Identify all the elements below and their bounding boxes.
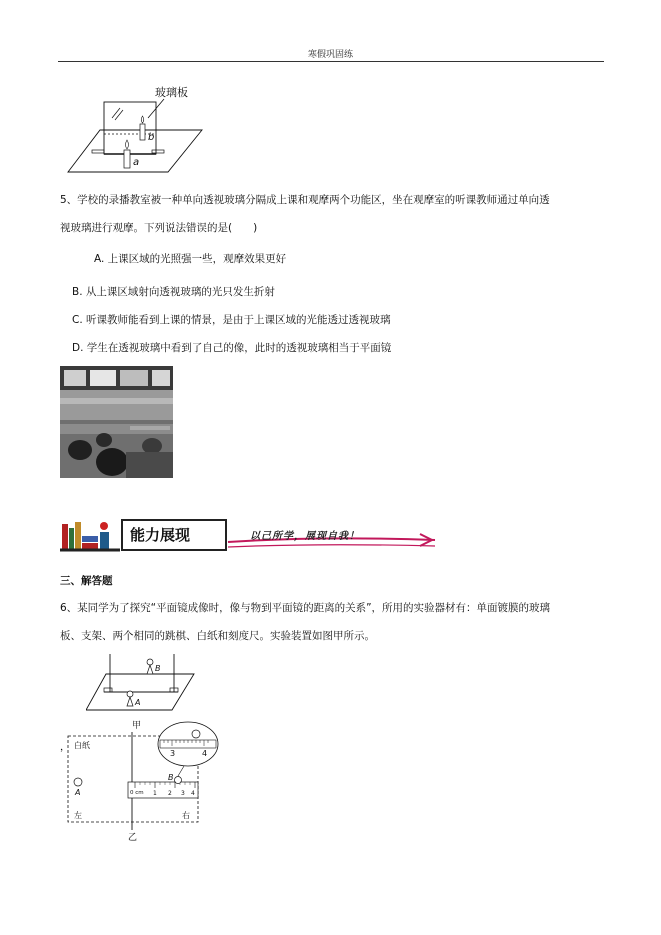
banner-title: 能力展现 [130, 526, 191, 544]
candle-b-flame [141, 116, 144, 123]
yi-label-b: B [168, 773, 174, 782]
jia-piece-b-body [147, 665, 153, 674]
q5-stem-line1: 5、学校的录播教室被一种单向透视玻璃分隔成上课和观摩两个功能区，坐在观摩室的听课教师通过单向透 [60, 194, 550, 206]
glass-plate-figure [60, 80, 210, 175]
label-a: a [133, 157, 140, 168]
yi-zoom-circle [158, 722, 218, 766]
candle-a-flame [126, 140, 129, 149]
q5-option-d: D. 学生在透视玻璃中看到了自己的像，此时的透视玻璃相当于平面镜 [72, 342, 392, 354]
candle-b [140, 124, 145, 140]
q5-option-c: C. 听课教师能看到上课的情景，是由于上课区域的光能透过透视玻璃 [72, 314, 391, 326]
yi-caption: 乙 [128, 833, 138, 842]
banner-books-2 [69, 528, 74, 550]
yi-label-left: 左 [74, 811, 82, 820]
yi-zoom-piece-b [192, 730, 200, 738]
yi-zoom-leader [178, 766, 184, 776]
jia-label-b: B [155, 664, 161, 673]
glass-foot-right [152, 150, 164, 153]
q5-option-b: B. 从上课区域射向透视玻璃的光只发生折射 [72, 286, 275, 298]
jia-label-a: A [135, 698, 141, 707]
yi-ruler-unit: 0 cm [130, 790, 144, 796]
yi-piece-a [74, 778, 82, 786]
q6-stem-line2: 板、支架、两个相同的跳棋、白纸和刻度尺。实验装置如图甲所示。 [60, 630, 375, 642]
q5-stem-line2: 视玻璃进行观摩。下列说法错误的是( ) [60, 222, 258, 234]
banner-books-4 [82, 536, 98, 542]
yi-piece-b [175, 777, 182, 784]
page-header-title: 寒假巩固练 [307, 50, 353, 60]
banner-cup [100, 532, 109, 550]
jia-piece-a-body [127, 697, 133, 706]
header-divider [58, 61, 604, 62]
classroom-photo [60, 366, 173, 478]
stray-comma: ， [60, 742, 70, 753]
glass-foot-left [92, 150, 104, 153]
jia-foot-left [104, 688, 112, 692]
banner-books-3 [75, 522, 81, 550]
section-3-title: 三、解答题 [60, 575, 113, 587]
glass-plate-label: 玻璃板 [155, 86, 188, 99]
banner-swoosh-2 [228, 545, 435, 547]
glass-glare-2 [115, 110, 123, 120]
yi-ruler-label-3: 3 [181, 790, 185, 797]
candle-a [124, 150, 130, 168]
yi-zoom-label-4: 4 [202, 749, 208, 758]
q5-option-a: A. 上课区域的光照强一些，观摩效果更好 [94, 253, 287, 265]
banner-apple [100, 522, 108, 530]
glass-glare-1 [112, 108, 120, 118]
yi-zoom-label-3: 3 [170, 749, 176, 758]
classroom-photo-drawing [60, 366, 173, 478]
banner-books-1 [62, 524, 68, 550]
glass-plate [104, 102, 156, 154]
yi-label-a: A [75, 788, 81, 797]
yi-paper-label: 白纸 [74, 741, 90, 750]
yi-label-right: 右 [182, 811, 190, 820]
yi-ruler-label-2: 2 [168, 790, 172, 797]
banner-slogan: 以己所学，展现自我！ [250, 531, 360, 542]
yi-ruler-label-4: 4 [191, 790, 195, 797]
label-b: b [148, 132, 155, 143]
jia-caption: 甲 [132, 721, 142, 731]
yi-ruler-label-1: 1 [153, 790, 157, 797]
figure-yi [64, 718, 226, 842]
q6-stem-line1: 6、某同学为了探究“平面镜成像时，像与物到平面镜的距离的关系”，所用的实验器材有：单面镀膜的玻璃 [60, 602, 551, 614]
